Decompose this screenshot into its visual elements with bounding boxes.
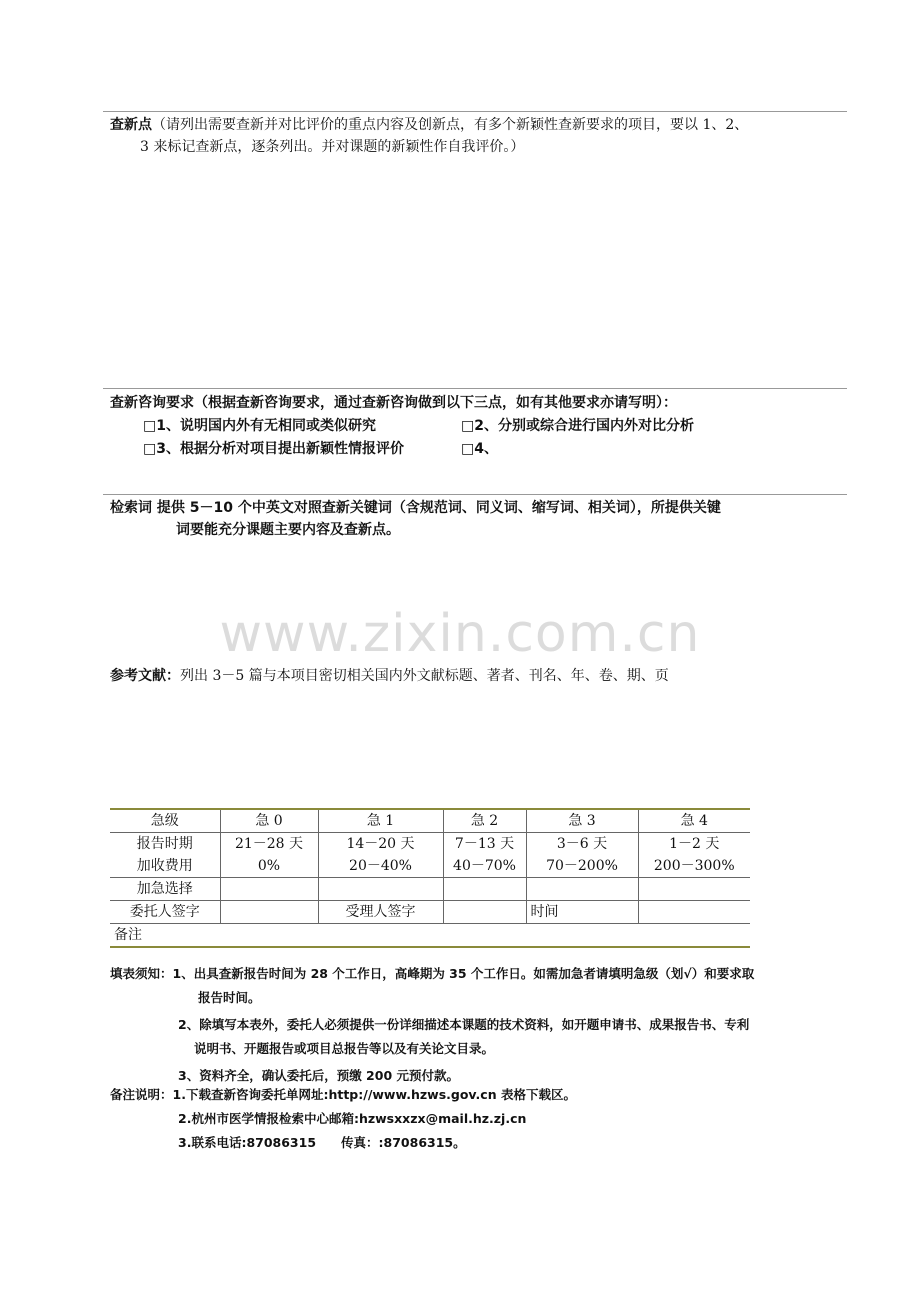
receiver-sign-label: 受理人签字 — [318, 901, 443, 924]
table-cell: 0% — [220, 855, 318, 878]
table-cell: 急 0 — [220, 809, 318, 833]
instruction-item-2-cont: 说明书、开题报告或项目总报告等以及有关论文目录。 — [194, 1041, 495, 1056]
table-row — [110, 833, 750, 856]
urgency-select-cell-0[interactable] — [220, 878, 318, 901]
table-cell: 14－20 天 — [318, 833, 443, 856]
references-label: 参考文献： — [110, 668, 180, 684]
table-cell: 急 1 — [318, 809, 443, 833]
notes-label: 备注说明： — [110, 1087, 173, 1102]
table-cell: 7－13 天 — [443, 833, 526, 856]
references-section — [110, 665, 850, 687]
urgency-select-label: 加急选择 — [110, 878, 220, 901]
remarks-label: 备注 — [110, 924, 750, 948]
instruction-item-1-cont: 报告时间。 — [198, 990, 261, 1005]
table-cell: 20－40% — [318, 855, 443, 878]
instruction-item-3: 3、资料齐全，确认委托后，预缴 200 元预付款。 — [178, 1068, 459, 1083]
receiver-sign-field[interactable] — [443, 901, 526, 924]
table-row — [110, 901, 750, 924]
table-cell: 报告时期 — [110, 833, 220, 856]
watermark: www.zixin.com.cn — [219, 604, 701, 664]
table-cell: 急 4 — [638, 809, 750, 833]
table-cell: 急 3 — [526, 809, 638, 833]
requirement-option-3[interactable]: □3、根据分析对项目提出新颖性情报评价 — [143, 441, 404, 457]
table-cell: 1－2 天 — [638, 833, 750, 856]
note-item-3: 3.联系电话:87086315 传真：:87086315。 — [178, 1135, 466, 1150]
references-instruction: 列出 3－5 篇与本项目密切相关国内外文献标题、著者、刊名、年、卷、期、页 — [180, 668, 669, 684]
keywords-section — [110, 497, 850, 541]
client-sign-field[interactable] — [220, 901, 318, 924]
urgency-select-cell-3[interactable] — [526, 878, 638, 901]
requirement-option-2[interactable]: □2、分别或综合进行国内外对比分析 — [461, 418, 694, 434]
time-label: 时间 — [526, 901, 638, 924]
client-sign-label: 委托人签字 — [110, 901, 220, 924]
table-cell: 急 2 — [443, 809, 526, 833]
instruction-item-1: 1、出具查新报告时间为 28 个工作日，高峰期为 35 个工作日。如需加急者请填明急级（划√）和要求取 — [172, 966, 755, 981]
instruction-item-2: 2、除填写本表外，委托人必须提供一份详细描述本课题的技术资料，如开题申请书、成果报告书、专利 — [178, 1017, 750, 1032]
notes-section — [110, 1083, 850, 1155]
novelty-instruction: （请列出需要查新并对比评价的重点内容及创新点，有多个新颖性查新要求的项目，要以 1、2、 — [152, 117, 749, 133]
divider — [103, 111, 847, 112]
divider — [103, 494, 847, 495]
table-cell: 21－28 天 — [220, 833, 318, 856]
table-cell: 加收费用 — [110, 855, 220, 878]
note-item-2: 2.杭州市医学情报检索中心邮箱:hzwsxxzx@mail.hz.zj.cn — [178, 1111, 527, 1126]
table-row — [110, 855, 750, 878]
urgency-select-cell-2[interactable] — [443, 878, 526, 901]
novelty-instruction-cont: 3 来标记查新点，逐条列出。并对课题的新颖性作自我评价。） — [140, 139, 525, 155]
table-cell: 急级 — [110, 809, 220, 833]
keywords-instruction: 提供 5－10 个中英文对照查新关键词（含规范词、同义词、缩写词、相关词），所提供关键 — [156, 500, 721, 516]
keywords-label: 检索词 — [110, 500, 152, 516]
table-row — [110, 809, 750, 833]
urgency-table — [110, 808, 750, 948]
urgency-select-cell-1[interactable] — [318, 878, 443, 901]
divider — [103, 388, 847, 389]
novelty-section — [110, 114, 850, 158]
time-field[interactable] — [638, 901, 750, 924]
table-cell: 70－200% — [526, 855, 638, 878]
keywords-instruction-cont: 词要能充分课题主要内容及查新点。 — [176, 522, 400, 538]
requirements-section — [110, 392, 850, 461]
novelty-label: 查新点 — [110, 117, 152, 133]
table-row — [110, 924, 750, 948]
table-cell: 40－70% — [443, 855, 526, 878]
instructions-label: 填表须知： — [110, 966, 173, 981]
requirement-option-1[interactable]: □1、说明国内外有无相同或类似研究 — [143, 418, 376, 434]
note-item-1: 1.下载查新咨询委托单网址:http://www.hzws.gov.cn 表格下载区。 — [172, 1087, 576, 1102]
instructions-section — [110, 962, 850, 1088]
urgency-select-cell-4[interactable] — [638, 878, 750, 901]
requirement-option-4[interactable]: □4、 — [461, 441, 498, 457]
requirements-title: 查新咨询要求（根据查新咨询要求，通过查新咨询做到以下三点，如有其他要求亦请写明）： — [110, 395, 677, 411]
table-cell: 3－6 天 — [526, 833, 638, 856]
table-row — [110, 878, 750, 901]
table-cell: 200－300% — [638, 855, 750, 878]
